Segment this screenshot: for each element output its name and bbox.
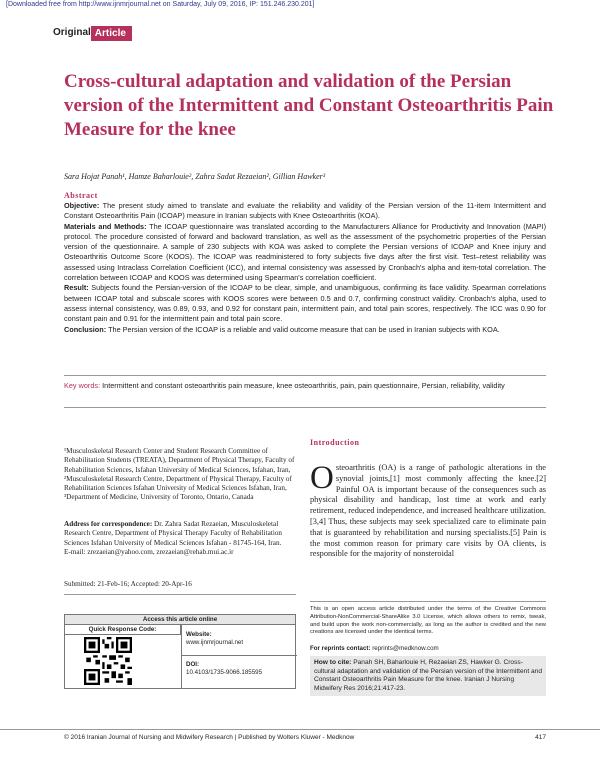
reprints-email[interactable]: reprints@medknow.com [370,645,439,652]
keywords-label: Key words: [64,381,101,390]
license-text: This is an open access article distributed under the terms of the Creative Commons Attribution-NonCommercial-ShareAlike 3.0 License, which allows others to remix, tweak, and build upon the work non-commercially, as long as the author is credited and the new creations are licensed under the identical terms. [310,606,546,636]
abstract-heading: Abstract [64,191,98,200]
divider [0,729,600,730]
correspondence-email[interactable]: E-mail: zrezaeian@yahoo.com, zrezaeian@rehab.mui.ac.ir [64,547,234,556]
reprints-label: For reprints contact: [310,645,371,652]
citation-box [310,656,546,696]
divider [64,375,546,376]
correspondence-text: Dr. Zahra Sadat Rezaeian, Musculoskeletal Research Centre, Department of Physical Therapy Faculty of Rehabilitation Sciences Isfahan University of Medical Sciences Isfahan - 81745-164, Iran. [64,520,283,547]
qr-code-icon[interactable] [84,637,132,685]
tag-original: Original [53,27,91,38]
authors: Sara Hojat Panah¹, Hamze Baharlouie², Zahra Sadat Rezaeian², Gillian Hawker³ [64,172,326,181]
website-block [186,631,243,647]
access-box [64,614,296,689]
abstract-body [64,201,546,335]
footer-copyright: © 2016 Iranian Journal of Nursing and Midwifery Research | Published by Wolters Kluwer - Medknow [64,734,355,741]
page-footer [64,734,546,741]
website-link[interactable]: www.ijnmrjournal.net [186,639,244,646]
introduction-heading: Introduction [310,438,360,447]
correspondence-label: Address for correspondence: [64,520,153,528]
divider [64,407,546,408]
download-notice: [Downloaded free from http://www.ijnmrjournal.net on Saturday, July 09, 2016, IP: 151.246.230.201] [6,1,315,8]
website-label: Website: [186,631,212,638]
access-heading: Access this article online [65,615,295,625]
article-type-tag [53,26,132,41]
divider [310,601,546,602]
conclusion-text: The Persian version of the ICOAP is a reliable and valid outcome measure that can be used in Iranian subjects with KOA. [106,324,500,334]
article-title: Cross-cultural adaptation and validation of the Persian version of the Intermittent and Constant Osteoarthritis Pain Measure for the knee [64,71,554,140]
doi-link[interactable]: 10.4103/1735-9066.185595 [186,669,263,676]
keywords-text: Intermittent and constant osteoarthritis pain measure, knee osteoarthritis, pain, pain questionnaire, Persian, reliability, validity [100,381,505,390]
cite-text: Panah SH, Baharlouie H, Rezaeian ZS, Hawker G. Cross-cultural adaptation and validation of the Persian version of the Intermittent and Constant Osteoarthritis Pain Measure for the knee. Iranian J Nursing Midwifery Res 2016;21:417-23. [314,659,542,692]
objective-text: The present study aimed to translate and evaluate the reliability and validity of the Persian version of the 11-item Intermittent and Constant Osteoarthritis Pain (ICOAP) measure in Iranian subjects with Knee Osteoarthritis (KOA). [64,201,546,221]
reprints [310,645,439,652]
divider [182,655,297,656]
result-text: Subjects found the Persian-version of the ICOAP to be clear, simple, and unambiguous, confirming its face validity. Spearman correlations between ICOAP total and subscale scores with KOOS scores were between 0.5 and 0.7, confirming construct validity. Cronbach's alpha, used to assess internal consistency, was 0.89, 0.93, and 0.92 for constant pain, intermittent pain, and total pain scores, respectively. The ICC was 0.90 for constant pain and 0.91 for the intermittent pain and total pain score. [64,283,546,324]
introduction-text: steoarthritis (OA) is a range of pathologic alterations in the synovial joints,[1] most commonly affecting the knee.[2] Painful OA is important because of the consequences such as physical disability and handicap, lost time at work and early retirement, reduced independence, and increased healthcare utilization.[3,4] Thus, these subjects may seek specialized care to eliminate pain that is guaranteed by rehabilitation and nursing specialists.[5] Pain is the most common reason for primary care visits by OA clients, is responsible for the majority of nonsteroidal [310,463,546,559]
cite-label: How to cite: [314,659,352,666]
conclusion-label: Conclusion: [64,324,107,334]
page-number: 417 [535,734,546,741]
keywords [64,381,546,391]
divider [64,594,296,595]
correspondence [64,520,296,557]
introduction-body [310,460,546,560]
objective-label: Objective: [64,201,100,210]
methods-text: The ICOAP questionnaire was translated according to the Manufacturers Alliance for Productivity and Innovation (MAPI) protocol. The procedure consisted of forward and backward translation, as well as the assessment of the psychometric properties of the Persian version of the questionnaire. A sample of 230 subjects with KOA was asked to complete the Persian versions of ICOAP and Knee injury and Osteoarthritis Outcome Score (KOOS). The ICOAP was readministered to forty subjects five days after the first visit. Test–retest reliability was assessed using Intraclass Correlation Coefficient (ICC), and internal consistency was assessed by Cronbach's alpha and item-total correlation. The correlation between ICOAP and KOOS was determined using Spearman's correlation coefficient. [64,221,546,283]
access-info [181,625,296,689]
affiliations: ¹Musculoskeletal Research Center and Student Research Committee of Rehabilitation Students (TREATA), Department of Physical Therapy, Faculty of Rehabilitation Sciences, Isfahan University of Medical Sciences, Isfahan, Iran, ²Musculoskeletal Research Centre, Department of Physical Therapy, Faculty of Rehabilitation Sciences Isfahan University of Medical Sciences Isfahan, Iran, ³Department of Medicine, University of Toronto, Ontario, Canada [64,447,295,502]
tag-article: Article [91,26,132,41]
dropcap: O [310,460,334,496]
qr-label: Quick Response Code: [65,625,181,635]
result-label: Result: [64,283,89,293]
doi-label: DOI: [186,661,200,668]
methods-label: Materials and Methods: [64,221,147,231]
submission-dates: Submitted: 21-Feb-16; Accepted: 20-Apr-16 [64,580,192,588]
doi-block [186,661,262,677]
